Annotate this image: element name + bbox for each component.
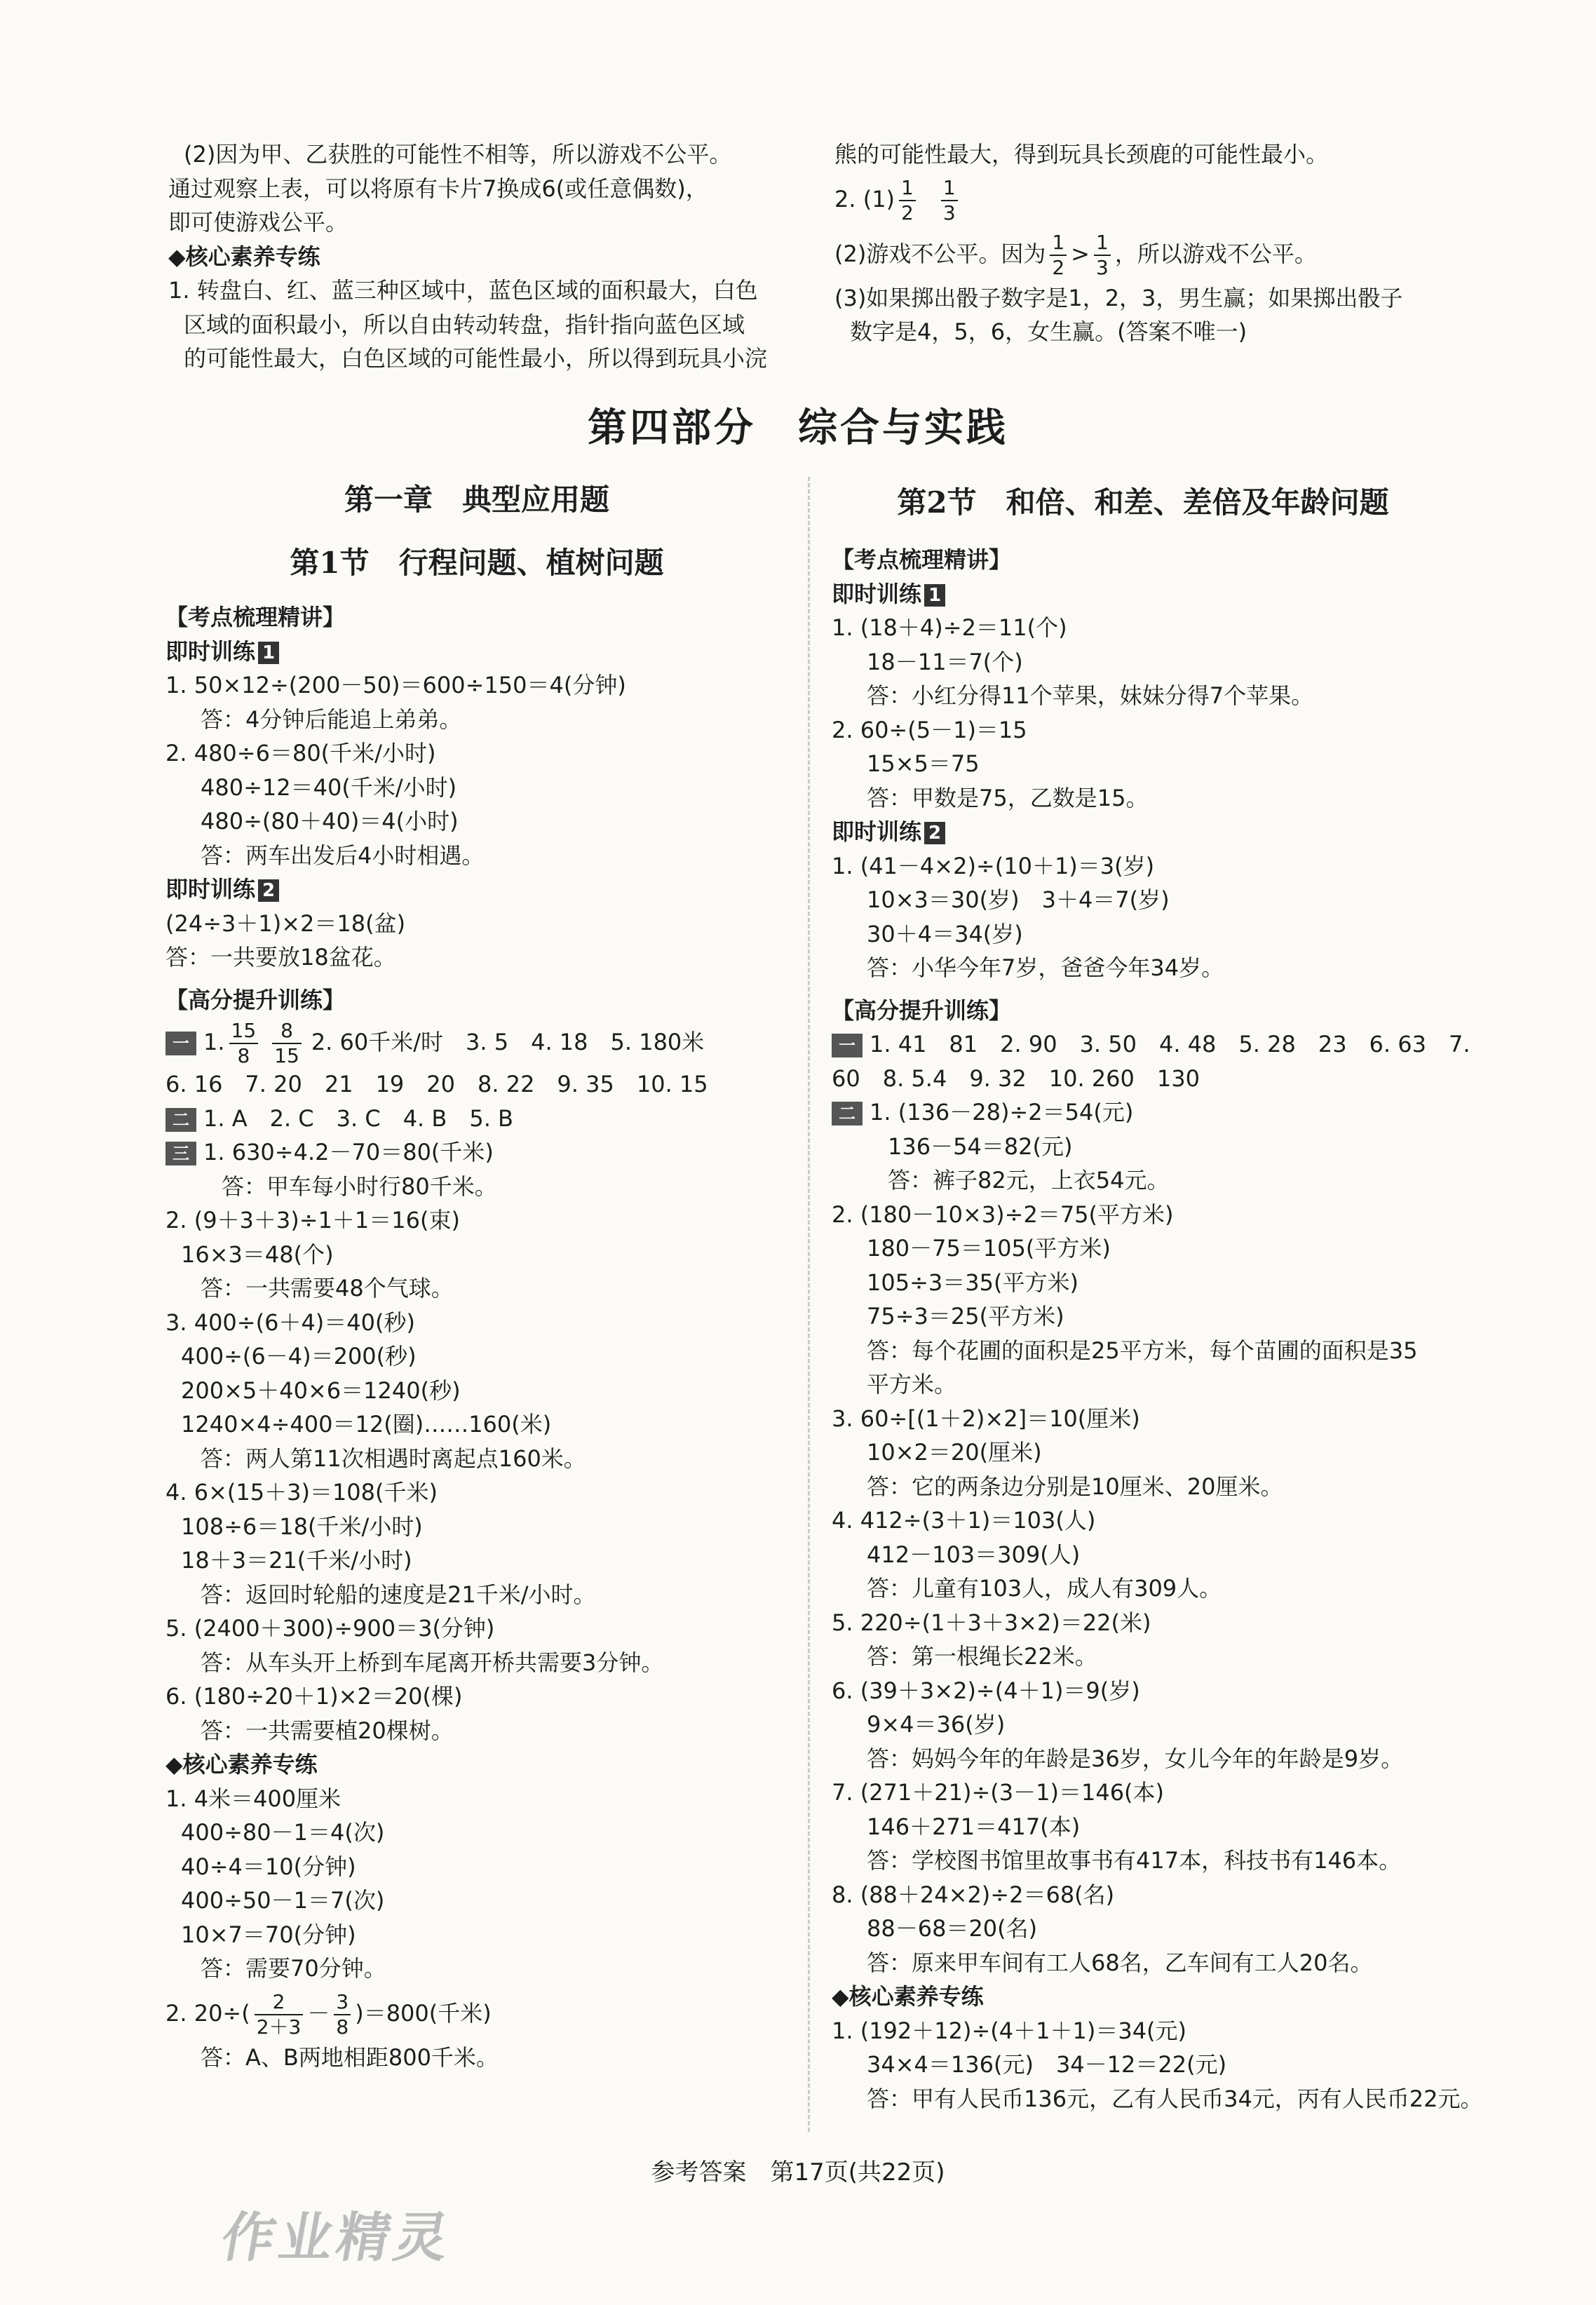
right-column [832, 543, 1483, 2116]
answer-row: 三 1. 630÷4.2－70＝80(千米) [165, 1135, 790, 1170]
text-line: 146＋271＝417(本) [867, 1813, 1081, 1840]
core-practice-label: ◆核心素养专练 [168, 243, 320, 270]
key-points-label: 【考点梳理精讲】 [165, 604, 346, 630]
text-line: 答：学校图书馆里故事书有417本，科技书有146本。 [867, 1847, 1402, 1874]
fraction: $\frac{1}{3}$ [1094, 231, 1111, 280]
text-line: 答：原来甲车间有工人68名，乙车间有工人20名。 [867, 1949, 1373, 1976]
fraction: $\frac{1}{2}$ [899, 176, 916, 225]
text-line: 18＋3＝21(千米/小时) [181, 1547, 412, 1574]
answer-row: 一 1. 41 81 2. 90 3. 50 4. 48 5. 28 23 6. 63 7. [832, 1027, 1463, 1062]
text-line: 2. 480÷6＝80(千米/小时) [165, 740, 436, 766]
text-line: 答：妈妈今年的年龄是36岁，女儿今年的年龄是9岁。 [867, 1745, 1404, 1772]
text-line: 3. 400÷(6＋4)＝40(秒) [165, 1309, 415, 1336]
left-column [165, 600, 790, 2074]
training-label: 即时训练 2 [832, 815, 1463, 849]
text-line: 答：4分钟后能追上弟弟。 [201, 705, 462, 733]
text-line: 1. 50×12÷(200－50)＝600÷150＝4(分钟) [165, 672, 626, 698]
text-line: 答：一共需要植20棵树。 [201, 1717, 454, 1744]
text-line: 答：两车出发后4小时相遇。 [201, 841, 485, 869]
text-line: 400÷(6－4)＝200(秒) [181, 1343, 417, 1370]
training-label: 即时训练 1 [165, 635, 790, 669]
text-line: 平方米。 [867, 1371, 957, 1398]
text-line: 16×3＝48(个) [181, 1241, 334, 1268]
text-line: 答：返回时轮船的速度是21千米/小时。 [201, 1581, 596, 1608]
text-line: 3. 60÷[(1＋2)×2]＝10(厘米) [832, 1405, 1140, 1432]
text-line: 区域的面积最小，所以自由转动转盘，指针指向蓝色区域 [184, 311, 745, 338]
text-line: 180－75＝105(平方米) [867, 1235, 1111, 1262]
text-line: 6. (180÷20＋1)×2＝20(棵) [165, 1683, 463, 1710]
text-line: 通过观察上表，可以将原有卡片7换成6(或任意偶数)， [168, 175, 708, 202]
text-line: 答：一共需要48个气球。 [201, 1275, 454, 1302]
text-line: 的可能性最大，白色区域的可能性最小，所以得到玩具小浣 [184, 345, 768, 372]
fraction: $\frac{1}{2}$ [1050, 231, 1067, 280]
text-line: 480÷(80＋40)＝4(小时) [201, 808, 459, 834]
top-right-block [834, 137, 1452, 349]
text-line: 60 8. 5.4 9. 32 10. 260 130 [832, 1064, 1200, 1092]
fraction: $\frac{15}{8}$ [229, 1019, 259, 1068]
high-score-label: 【高分提升训练】 [832, 996, 1012, 1024]
key-points-label: 【考点梳理精讲】 [832, 546, 1012, 573]
text-line: 4. 6×(15＋3)＝108(千米) [165, 1479, 438, 1506]
text-line: 10×2＝20(厘米) [867, 1439, 1042, 1466]
text-line: 答：甲数是75，乙数是15。 [867, 784, 1149, 811]
core-practice-label: ◆核心素养专练 [832, 1983, 984, 2010]
text-line: 即可使游戏公平。 [168, 209, 349, 236]
column-divider [808, 477, 810, 2132]
text-line: 答：甲车每小时行80千米。 [222, 1172, 497, 1200]
text-line: 34×4＝136(元) 34－12＝22(元) [867, 2051, 1227, 2078]
answer-row: 二 1. A 2. C 3. C 4. B 5. B [165, 1102, 790, 1136]
watermark: 作业精灵 [217, 2206, 458, 2269]
text-line: (24÷3＋1)×2＝18(盆) [165, 910, 406, 937]
fraction: $\frac{1}{3}$ [941, 176, 958, 225]
text-line: 答：它的两条边分别是10厘米、20厘米。 [867, 1473, 1283, 1500]
text-line: 1240×4÷400＝12(圈)……160(米) [181, 1411, 552, 1438]
text-line: 10×7＝70(分钟) [181, 1921, 356, 1948]
text-line: 2. (9＋3＋3)÷1＋1＝16(束) [165, 1207, 460, 1233]
training-label: 即时训练 1 [832, 577, 1463, 611]
chapter-title: 第一章 典型应用题 [344, 482, 609, 517]
q2-part1 [834, 172, 1452, 227]
fraction: $\frac{2}{2+3}$ [255, 1990, 304, 2039]
text-line: 15×5＝75 [867, 750, 980, 777]
text-line: 200×5＋40×6＝1240(秒) [181, 1377, 461, 1404]
q2-lead: 2. (1) [834, 185, 895, 212]
text-line: (3)如果掷出骰子数字是1，2，3，男生赢；如果掷出骰子 [834, 284, 1403, 311]
answer-row: 2. 20÷( $\frac{2}{2+3}$ － $\frac{3}{8}$ )＝800(千米) [165, 1989, 492, 2039]
text-line: 1. (41－4×2)÷(10＋1)＝3(岁) [832, 852, 1155, 879]
text-line: 5. (2400＋300)÷900＝3(分钟) [165, 1615, 495, 1642]
fraction: $\frac{3}{8}$ [334, 1990, 351, 2039]
text-line: 108÷6＝18(千米/小时) [181, 1513, 423, 1540]
text-line: 答：一共要放18盆花。 [165, 944, 396, 971]
training-label: 即时训练 2 [165, 872, 790, 907]
text-line: 答：裤子82元，上衣54元。 [888, 1167, 1170, 1194]
text-line: 6. 16 7. 20 21 19 20 8. 22 9. 35 10. 15 [165, 1071, 708, 1097]
q2-part2: (2)游戏不公平。因为 $\frac{1}{2}$ > $\frac{1}{3}$ ，所以游戏不公平。 [834, 230, 1317, 279]
text-line: 88－68＝20(名) [867, 1915, 1038, 1942]
text-line: 2. (180－10×3)÷2＝75(平方米) [832, 1201, 1174, 1228]
text-line: 答：A、B两地相距800千米。 [201, 2043, 499, 2071]
text-line: 75÷3＝25(平方米) [867, 1303, 1064, 1330]
text-line: 4. 412÷(3＋1)＝103(人) [832, 1507, 1096, 1534]
text-line: 6. (39＋3×2)÷(4＋1)＝9(岁) [832, 1677, 1140, 1704]
text-line: 136－54＝82(元) [888, 1133, 1073, 1160]
page-footer: 参考答案 第17页(共22页) [651, 2158, 945, 2186]
text-line: 答：小红分得11个苹果，妹妹分得7个苹果。 [867, 682, 1314, 709]
text-line: 10×3＝30(岁) 3＋4＝7(岁) [867, 886, 1170, 913]
text-line: 答：儿童有103人，成人有309人。 [867, 1575, 1222, 1602]
text-line: 7. (271＋21)÷(3－1)＝146(本) [832, 1779, 1165, 1806]
text-line: 480÷12＝40(千米/小时) [201, 773, 457, 801]
text-line: 105÷3＝35(平方米) [867, 1269, 1078, 1296]
core-practice-label: ◆核心素养专练 [165, 1751, 318, 1778]
top-left-block [168, 137, 785, 376]
text-line: 数字是4，5，6，女生赢。(答案不唯一) [850, 318, 1247, 345]
text-line: 答：小华今年7岁，爸爸今年34岁。 [867, 954, 1224, 981]
text-line: 400÷80－1＝4(次) [181, 1819, 385, 1846]
answer-row: 二 1. (136－28)÷2＝54(元) [832, 1095, 1463, 1130]
text-line: 1. 转盘白、红、蓝三种区域中，蓝色区域的面积最大，白色 [168, 277, 758, 304]
text-line: (2)因为甲、乙获胜的可能性不相等，所以游戏不公平。 [184, 141, 732, 168]
text-line: 答：需要70分钟。 [201, 1955, 386, 1982]
text-line: 400÷50－1＝7(次) [181, 1887, 385, 1914]
section-title: 第1节 行程问题、植树问题 [290, 546, 664, 580]
text-line: 40÷4＝10(分钟) [181, 1853, 356, 1880]
text-line: 答：两人第11次相遇时离起点160米。 [201, 1445, 586, 1472]
high-score-label: 【高分提升训练】 [165, 986, 346, 1013]
text-line: 答：每个花圃的面积是25平方米，每个苗圃的面积是35 [867, 1337, 1418, 1364]
text-line: 答：从车头开上桥到车尾离开桥共需要3分钟。 [201, 1649, 664, 1676]
text-line: 2. 60÷(5－1)＝15 [832, 716, 1027, 743]
text-line: 答：第一根绳长22米。 [867, 1643, 1097, 1670]
text-line: 18－11＝7(个) [867, 648, 1023, 675]
text-line: 5. 220÷(1＋3＋3×2)＝22(米) [832, 1609, 1151, 1636]
text-line: 8. (88＋24×2)÷2＝68(名) [832, 1881, 1115, 1908]
answer-row: 一 1. $\frac{15}{8}$ $\frac{8}{15}$ 2. 60千米/时 3. 5 4. 18 5. 180米 [165, 1017, 790, 1067]
fraction: $\frac{8}{15}$ [272, 1019, 302, 1068]
text-line: 熊的可能性最大，得到玩具长颈鹿的可能性最小。 [834, 141, 1329, 168]
text-line: 1. 4米＝400厘米 [165, 1785, 341, 1812]
text-line: 412－103＝309(人) [867, 1541, 1081, 1568]
section-title: 第2节 和倍、和差、差倍及年龄问题 [897, 485, 1389, 520]
text-line: 答：甲有人民币136元，乙有人民币34元，丙有人民币22元。 [867, 2085, 1483, 2112]
text-line: 1. (192＋12)÷(4＋1＋1)＝34(元) [832, 2017, 1187, 2044]
part-title: 第四部分 综合与实践 [588, 405, 1008, 451]
text-line: 1. (18＋4)÷2＝11(个) [832, 614, 1067, 641]
text-line: 9×4＝36(岁) [867, 1711, 1006, 1738]
text-line: 30＋4＝34(岁) [867, 920, 1023, 947]
